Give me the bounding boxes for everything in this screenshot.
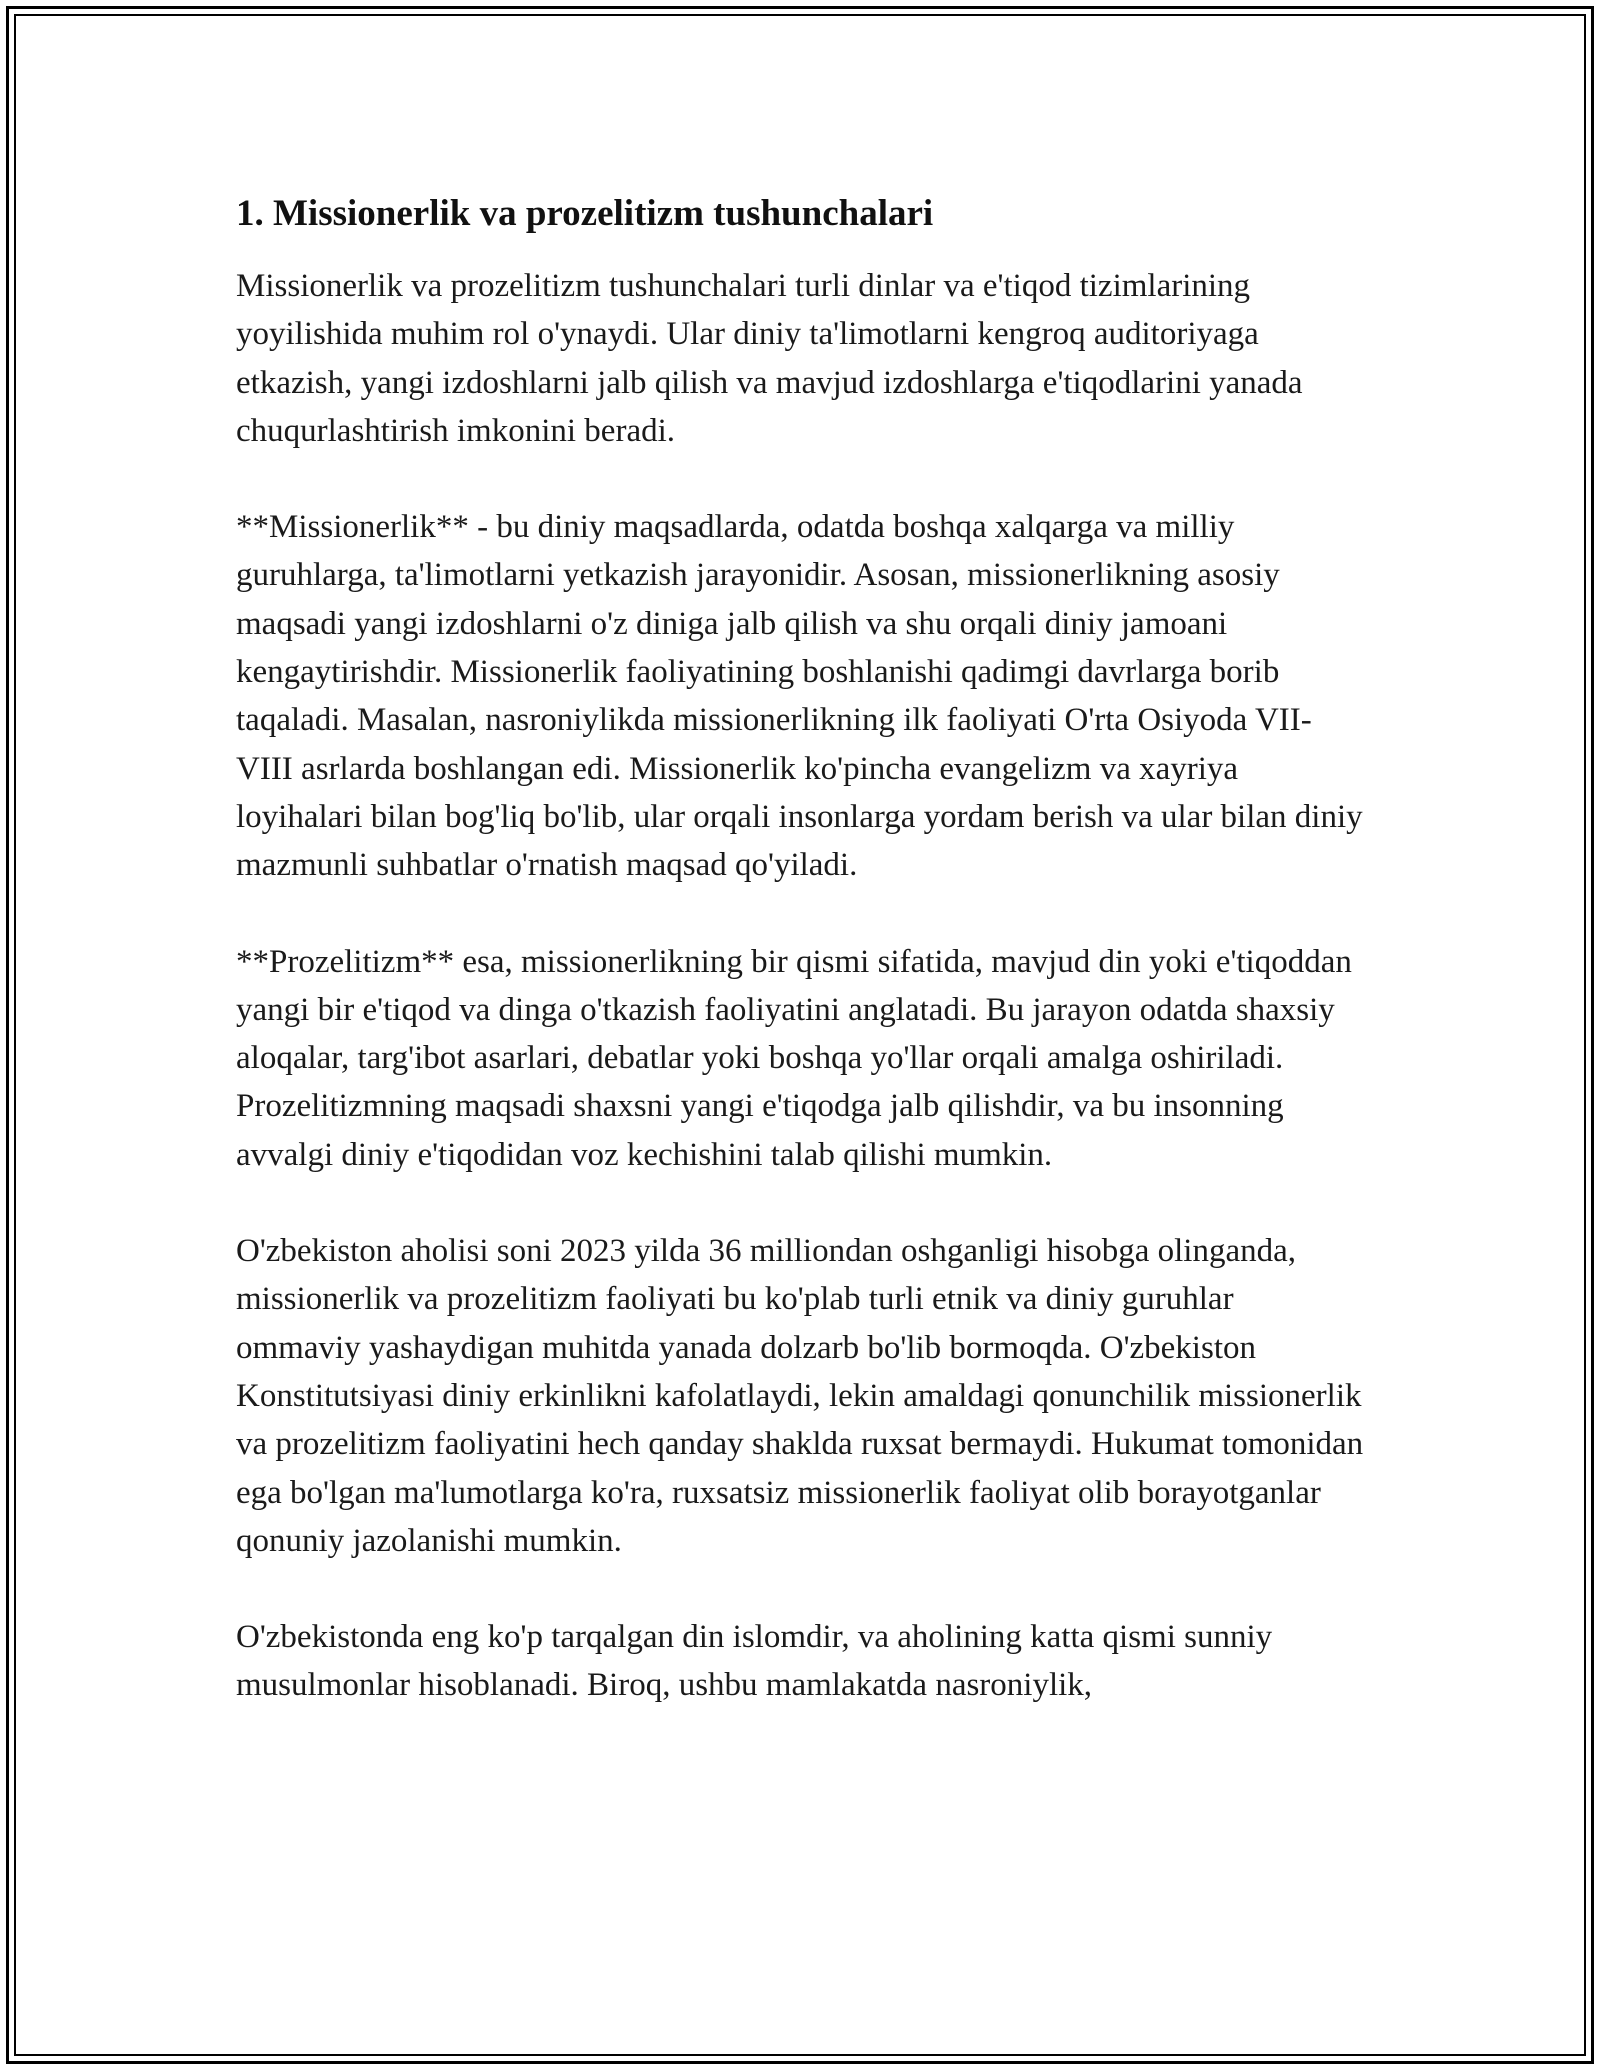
paragraph-intro: Missionerlik va prozelitizm tushunchalari turli dinlar va e'tiqod tizimlarining yoyilishida muhim rol o'ynaydi. Ular diniy ta'limotlarni kengroq auditoriyaga etkazish, yangi izdoshlarni jalb qilish va mavjud izdoshlarga e'tiqodlarini yanada chuqurlashtirish imkonini beradi. [236, 268, 1303, 449]
paragraph-missionerlik: **Missionerlik** - bu diniy maqsadlarda, odatda boshqa xalqarga va milliy guruhlarga, ta'limotlarni yetkazish jarayonidir. Asosan, missionerlikning asosiy maqsadi yangi izdoshlarni o'z diniga jalb qilish va shu orqali diniy jamoani kengaytirishdir. Missionerlik faoliyatining boshlanishi qadimgi davrlarga borib taqaladi. Masalan, nasroniylikda missionerlikning ilk faoliyati O'rta Osiyoda VII-VIII asrlarda boshlangan edi. Missionerlik ko'pincha evangelizm va xayriya loyihalari bilan bog'liq bo'lib, ular orqali insonlarga yordam berish va ular bilan diniy mazmunli suhbatlar o'rnatish maqsad qo'yiladi. [236, 509, 1363, 884]
section-heading: 1. Missionerlik va prozelitizm tushunchalari [236, 193, 934, 234]
paragraph-prozelitizm: **Prozelitizm** esa, missionerlikning bir qismi sifatida, mavjud din yoki e'tiqoddan yangi bir e'tiqod va dinga o'tkazish faoliyatini anglatadi. Bu jarayon odatda shaxsiy aloqalar, targ'ibot asarlari, debatlar yoki boshqa yo'llar orqali amalga oshiriladi. Prozelitizmning maqsadi shaxsni yangi e'tiqodga jalb qilishdir, va bu insonning avvalgi diniy e'tiqodidan voz kechishini talab qilishi mumkin. [236, 943, 1352, 1173]
document-body [236, 186, 1366, 1758]
paragraph-uzbekistan-law: O'zbekiston aholisi soni 2023 yilda 36 milliondan oshganligi hisobga olinganda, missionerlik va prozelitizm faoliyati bu ko'plab turli etnik va diniy guruhlar ommaviy yashaydigan muhitda yanada dolzarb bo'lib bormoqda. O'zbekiston Konstitutsiyasi diniy erkinlikni kafolatlaydi, lekin amaldagi qonunchilik missionerlik va prozelitizm faoliyatini hech qanday shaklda ruxsat bermaydi. Hukumat tomonidan ega bo'lgan ma'lumotlarga ko'ra, ruxsatsiz missionerlik faoliyat olib borayotganlar qonuniy jazolanishi mumkin. [236, 1233, 1364, 1559]
paragraph-religions: O'zbekistonda eng ko'p tarqalgan din islomdir, va aholining katta qismi sunniy musulmonlar hisoblanadi. Biroq, ushbu mamlakatda nasroniylik, [236, 1619, 1273, 1704]
